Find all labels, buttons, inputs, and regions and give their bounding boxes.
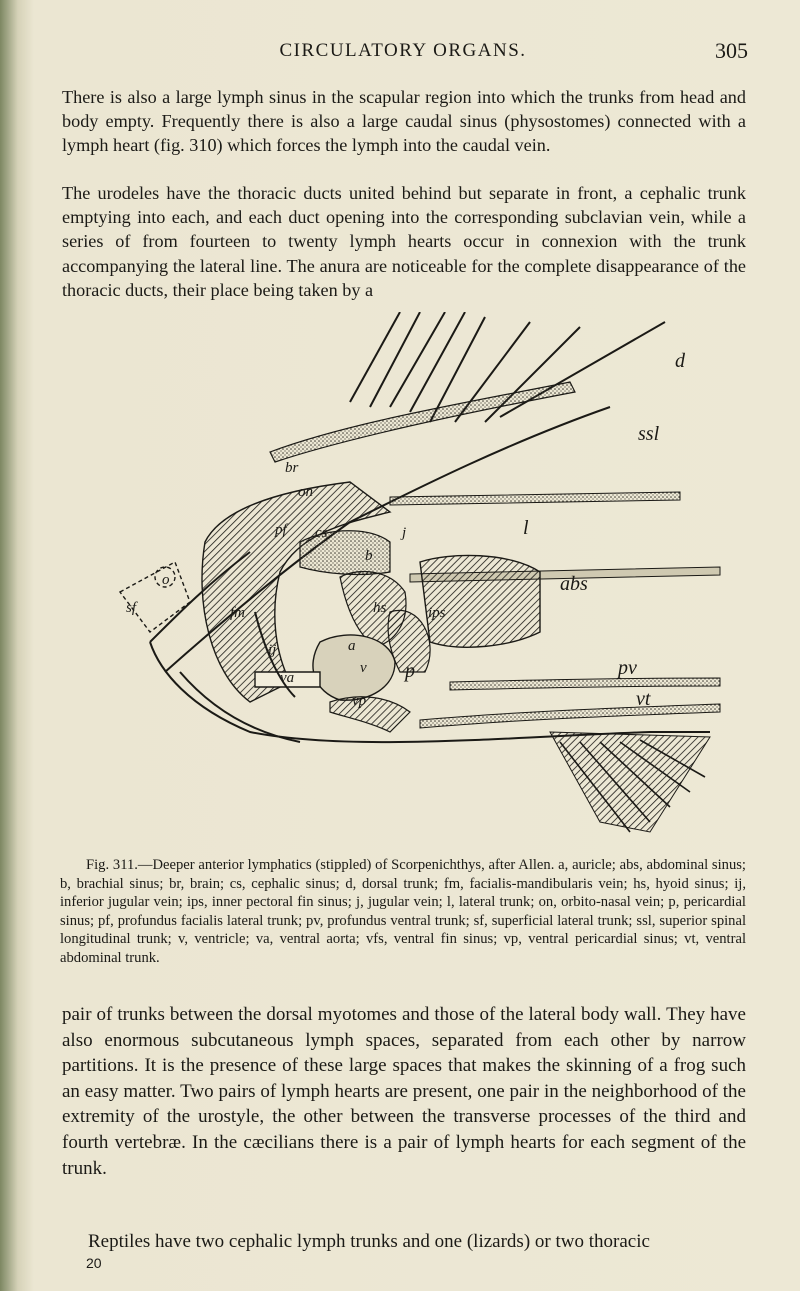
label-pf: pf <box>275 522 287 538</box>
ventral-pericardial-sinus <box>330 697 410 732</box>
label-br: br <box>285 460 299 476</box>
label-abs: abs <box>560 573 588 595</box>
ventral-abdominal-trunk <box>420 704 720 728</box>
label-cs: cs <box>315 525 328 541</box>
paragraph-scapular-sinus: There is also a large lymph sinus in the scapular region into which the trunks from head and body empty. Frequently there is also a large caudal sinus (physostomes) connected with a lymph heart (fig. 310) which forces the lymph into the caudal vein. <box>62 87 746 156</box>
running-head <box>58 40 748 68</box>
dorsal-trunk <box>270 382 575 462</box>
profundus-ventral-trunk <box>450 678 720 690</box>
label-vt: vt <box>636 688 651 710</box>
paragraph-anura: pair of trunks between the dorsal myotomes and those of the lateral body wall. They have also enormous subcutaneous lymph spaces, separated from each other by narrow partitions. It is the presence of these large spaces that makes the skinning of a frog such an easy matter. Two pairs of lymph hearts are present, one pair in the neighborhood of the extremity of the urostyle, the other between the transverse processes of the third and fourth vertebræ. In the cæcilians there is a pair of lymph hearts for each segment of the trunk. <box>62 1004 746 1179</box>
label-p: p <box>405 660 415 682</box>
label-v: v <box>360 660 367 676</box>
label-sf: sf <box>126 600 137 616</box>
cephalic-sinus <box>300 531 390 575</box>
label-fm: fm <box>230 605 245 621</box>
label-o: o <box>162 572 170 588</box>
label-ssl: ssl <box>638 423 660 445</box>
lymphatics-illustration <box>90 312 730 847</box>
label-hs: hs <box>373 600 387 616</box>
label-j: j <box>402 525 407 541</box>
label-pv: pv <box>618 657 637 679</box>
signature-mark: 20 <box>86 1255 102 1271</box>
paragraph-reptiles: Reptiles have two cephalic lymph trunks and one (lizards) or two thoracic <box>88 1231 650 1252</box>
paragraph-urodeles: The urodeles have the thoracic ducts united behind but separate in front, a cephalic trunk emptying into each, and each duct opening into the corresponding subclavian vein, while a series of from fourteen to twenty lymph hearts occur in connexion with the trunk accompanying the lateral line. The anura are noticeable for the complete disappearance of the thoracic ducts, their place being taken by a <box>62 183 746 300</box>
label-ips: ips <box>428 605 446 621</box>
label-d: d <box>675 350 685 372</box>
label-b: b <box>365 548 373 564</box>
abdominal-sinus <box>420 555 540 647</box>
label-va: va <box>280 670 295 686</box>
label-a: a <box>348 638 356 654</box>
head-details <box>120 562 190 632</box>
figure-lymphatics-diagram <box>90 312 730 847</box>
figure-caption: Fig. 311.—Deeper anterior lymphatics (stippled) of Scorpenichthys, after Allen. a, auricle; abs, abdominal sinus; b, brachial sinus; br, brain; cs, cephalic sinus; d, dorsal trunk; fm, facialis-mandibularis vein; hs, hyoid sinus; ij, inferior jugular vein; ips, inner pectoral fin sinus; j, jugular vein; l, lateral trunk; on, orbito-nasal vein; p, pericardial sinus; pf, profundus facialis lateral trunk; pv, profundus ventral trunk; sf, superficial lateral trunk; ssl, superior spinal longitudinal trunk; v, ventricle; va, ventral aorta; vfs, ventral fin sinus; vp, ventral pericardial sinus; vt, ventral abdominal trunk. <box>60 857 746 966</box>
page-number: 305 <box>715 38 748 63</box>
label-vp: vp <box>352 693 367 709</box>
label-on: on <box>298 484 313 500</box>
running-title: CIRCULATORY ORGANS. <box>279 40 527 61</box>
label-ij: ij <box>268 642 277 658</box>
label-l: l <box>523 517 529 539</box>
ventral-fin-sinus <box>550 732 710 832</box>
superior-spinal-trunk <box>390 492 680 505</box>
